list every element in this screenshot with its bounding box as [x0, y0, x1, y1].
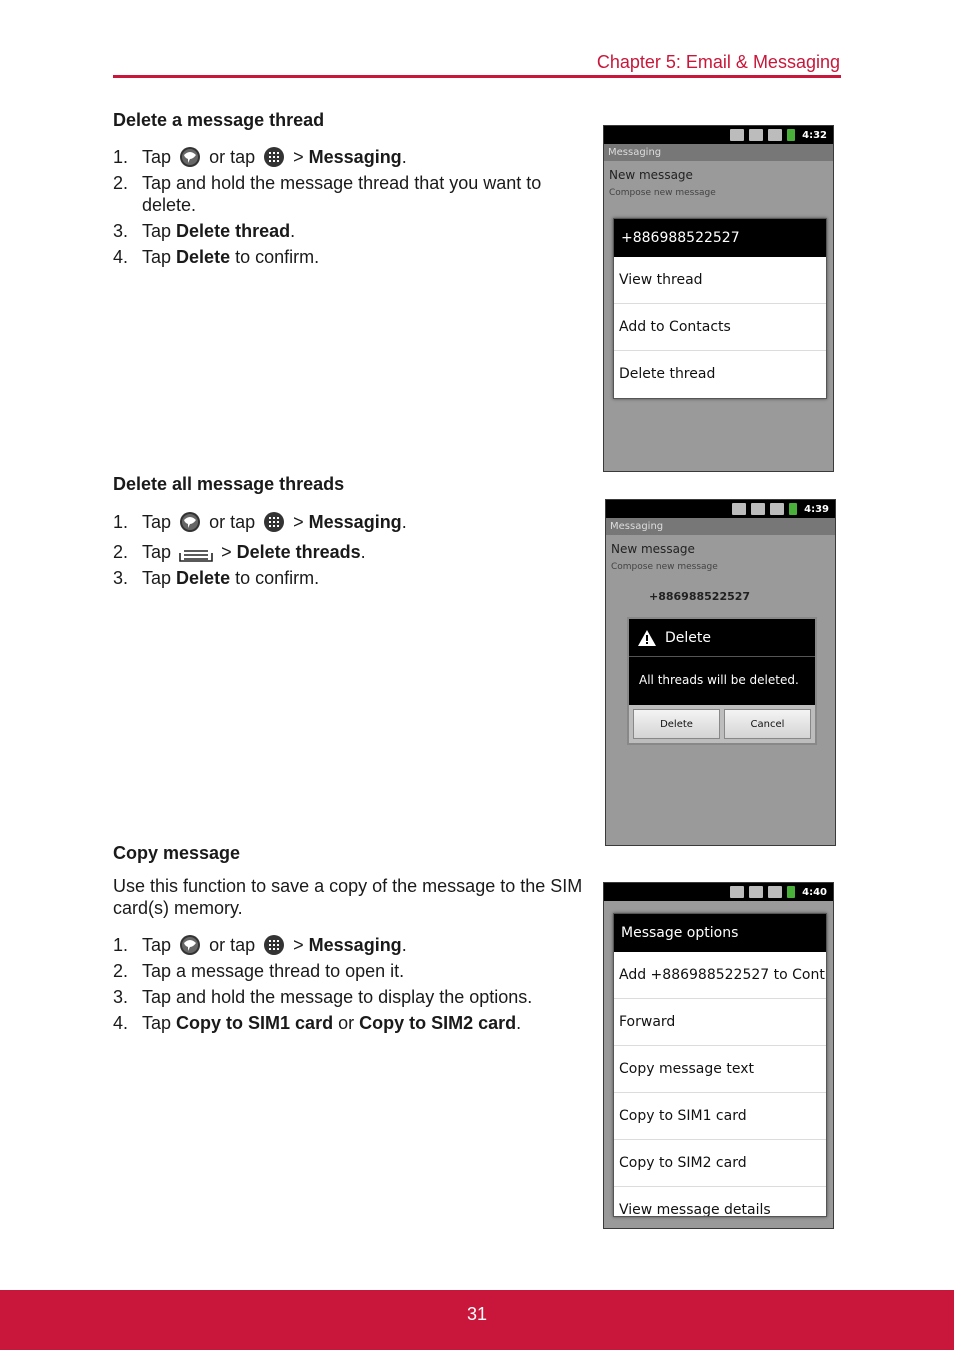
sim1-signal-icon	[730, 886, 744, 898]
step-number: 3.	[113, 987, 129, 1007]
menu-item-delete-thread[interactable]: Delete thread	[619, 366, 716, 382]
step-number: 2.	[113, 961, 129, 981]
step-number: 4.	[113, 1013, 129, 1033]
step-text: or tap	[209, 935, 256, 955]
step-text: Tap a message thread to open it.	[142, 961, 405, 981]
step-text: Tap	[142, 147, 172, 167]
step-number: 2.	[113, 542, 129, 562]
cancel-button[interactable]: Cancel	[724, 709, 811, 739]
step-text: Tap	[142, 221, 172, 241]
clock: 4:40	[802, 886, 827, 898]
message-options-menu	[613, 913, 827, 1217]
screenshot-copy-message	[603, 882, 834, 1229]
steps-copy	[113, 934, 583, 1038]
section-title-copy: Copy message	[113, 843, 241, 863]
step	[113, 172, 583, 216]
menu-item-add-to-contacts[interactable]: Add +886988522527 to Cont	[614, 952, 826, 999]
step-bold: Copy to SIM1 card	[176, 1013, 334, 1033]
menu-key-icon	[179, 547, 213, 563]
context-menu	[613, 218, 827, 399]
section-title-delete-thread: Delete a message thread	[113, 110, 325, 130]
new-message-label: New message	[609, 168, 693, 182]
step-text: .	[401, 512, 407, 532]
step-number: 1.	[113, 512, 129, 532]
header-rule	[113, 75, 841, 78]
step-text: .	[360, 542, 366, 562]
step-text: to confirm.	[235, 247, 320, 267]
page-number: 31	[466, 1304, 488, 1324]
compose-label: Compose new message	[609, 188, 716, 198]
context-menu-title: Message options	[614, 914, 826, 952]
step-text: Tap and hold the message to display the options.	[142, 987, 533, 1007]
step-text: Tap	[142, 542, 172, 562]
step-text: >	[293, 147, 304, 167]
dialog-message: All threads will be deleted.	[639, 673, 799, 687]
step-text: Tap	[142, 247, 172, 267]
step-text: >	[293, 512, 304, 532]
sim1-signal-icon	[730, 129, 744, 141]
step-text: or tap	[209, 147, 256, 167]
sim1-signal-icon	[732, 503, 746, 515]
step	[113, 934, 583, 956]
step-text: .	[516, 1013, 522, 1033]
step-text: .	[290, 221, 296, 241]
status-bar	[604, 126, 833, 144]
step-text: Tap	[142, 568, 172, 588]
dialog-buttons	[629, 705, 815, 743]
data-icon	[751, 503, 765, 515]
step	[113, 1012, 583, 1034]
screenshot-delete-all	[605, 499, 836, 846]
thread-contact: +886988522527	[649, 590, 751, 603]
compose-label: Compose new message	[611, 562, 718, 572]
warning-icon	[637, 629, 657, 647]
step	[113, 541, 583, 563]
app-drawer-icon	[263, 934, 285, 956]
step-bold: Messaging	[308, 512, 402, 532]
messaging-icon	[179, 146, 201, 168]
status-bar	[606, 500, 835, 518]
messaging-icon	[179, 511, 201, 533]
new-message-label: New message	[611, 542, 695, 556]
step-text: Tap	[142, 512, 172, 532]
menu-item-view-thread[interactable]: View thread	[614, 257, 826, 304]
step	[113, 567, 583, 589]
dialog-header	[629, 619, 815, 657]
step-text: or	[338, 1013, 355, 1033]
battery-icon	[787, 129, 795, 141]
step-number: 1.	[113, 935, 129, 955]
step-bold: Copy to SIM2 card	[359, 1013, 517, 1033]
steps-delete-thread	[113, 146, 583, 272]
step-bold: Delete	[176, 568, 231, 588]
step-text: >	[293, 935, 304, 955]
sim2-signal-icon	[768, 129, 782, 141]
step-text: .	[401, 935, 407, 955]
step-number: 2.	[113, 173, 129, 193]
screenshot-delete-thread	[603, 125, 834, 472]
clock: 4:39	[804, 503, 829, 515]
status-bar	[604, 883, 833, 901]
step-bold: Messaging	[308, 935, 402, 955]
battery-icon	[789, 503, 797, 515]
sim2-signal-icon	[770, 503, 784, 515]
step	[113, 246, 583, 268]
step	[113, 960, 583, 982]
data-icon	[749, 129, 763, 141]
step-number: 3.	[113, 221, 129, 241]
step-text: >	[221, 542, 232, 562]
app-drawer-icon	[263, 146, 285, 168]
steps-delete-all	[113, 511, 583, 593]
menu-item-copy-sim2[interactable]: Copy to SIM2 card	[614, 1140, 826, 1187]
delete-dialog	[627, 617, 817, 745]
chapter-title: Chapter 5: Email & Messaging	[596, 52, 840, 72]
menu-item-view-details[interactable]: View message details	[619, 1202, 771, 1217]
step	[113, 220, 583, 242]
step	[113, 986, 583, 1008]
app-drawer-icon	[263, 511, 285, 533]
step-text: .	[401, 147, 407, 167]
battery-icon	[787, 886, 795, 898]
step-bold: Messaging	[308, 147, 402, 167]
step-number: 1.	[113, 147, 129, 167]
menu-item-copy-text[interactable]: Copy message text	[614, 1046, 826, 1093]
step-text: or tap	[209, 512, 256, 532]
delete-button[interactable]: Delete	[633, 709, 720, 739]
app-title: Messaging	[604, 144, 833, 161]
step-text: Tap	[142, 1013, 172, 1033]
step-bold: Delete thread	[176, 221, 291, 241]
step-number: 4.	[113, 247, 129, 267]
step-bold: Delete	[176, 247, 231, 267]
messaging-icon	[179, 934, 201, 956]
menu-item-add-to-contacts[interactable]: Add to Contacts	[614, 304, 826, 351]
step-bold: Delete threads	[236, 542, 361, 562]
step	[113, 511, 583, 533]
step-text: Tap and hold the message thread that you want to delete.	[142, 173, 542, 215]
step-text: to confirm.	[235, 568, 320, 588]
dialog-title: Delete	[665, 629, 711, 646]
data-icon	[749, 886, 763, 898]
sim2-signal-icon	[768, 886, 782, 898]
app-title: Messaging	[606, 518, 835, 535]
section-title-delete-all: Delete all message threads	[113, 474, 345, 494]
copy-intro: Use this function to save a copy of the message to the SIM card(s) memory.	[113, 876, 583, 918]
menu-item-copy-sim1[interactable]: Copy to SIM1 card	[614, 1093, 826, 1140]
menu-item-forward[interactable]: Forward	[614, 999, 826, 1046]
step-number: 3.	[113, 568, 129, 588]
step	[113, 146, 583, 168]
clock: 4:32	[802, 129, 827, 141]
context-menu-title: +886988522527	[614, 219, 826, 257]
step-text: Tap	[142, 935, 172, 955]
